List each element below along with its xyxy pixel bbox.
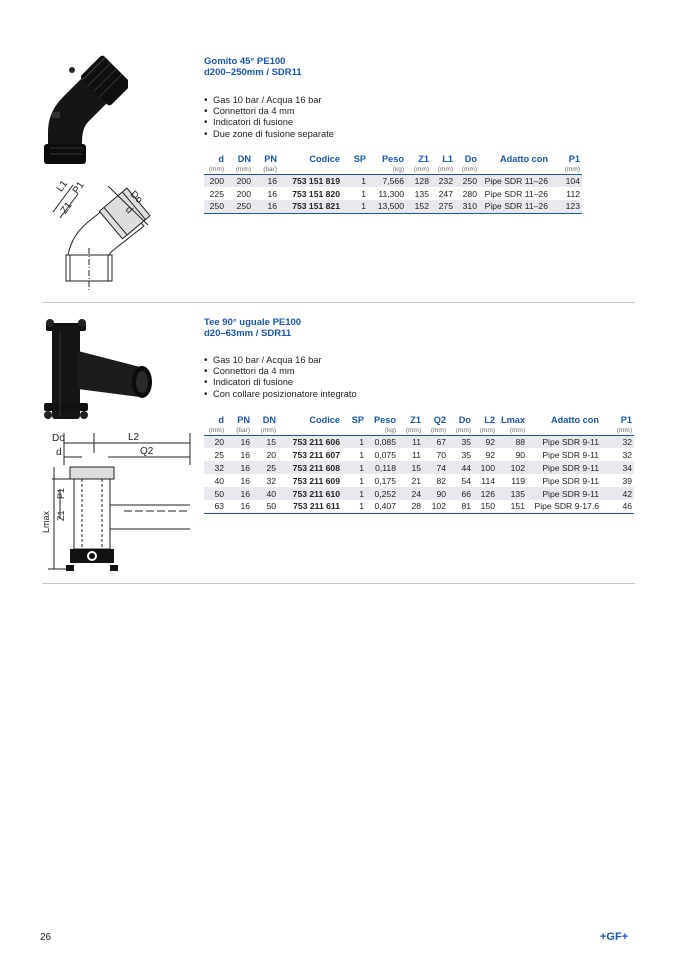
cell: 35 — [461, 449, 471, 460]
feature-item: • Indicatori di fusione — [204, 117, 334, 128]
table-units-row — [204, 165, 582, 174]
cell: 0,118 — [366, 461, 398, 474]
cell: 0,075 — [374, 449, 396, 460]
col-header: Adatto con — [551, 415, 599, 425]
cell: 34 — [601, 461, 634, 474]
cell: 46 — [601, 500, 634, 513]
table-row — [204, 200, 582, 213]
tee-title — [204, 317, 301, 339]
unit-cell: (bar) — [226, 426, 252, 435]
elbow-label-d: d — [123, 204, 135, 217]
tee-spec-table — [204, 414, 634, 514]
cell: 16 — [240, 475, 250, 486]
code-cell: 753 151 821 — [279, 200, 342, 213]
elbow-label-p1: P1 — [70, 179, 87, 197]
cell: Pipe SDR 9-17.6 — [527, 500, 601, 513]
cell: 1 — [342, 461, 366, 474]
cell: 16 — [240, 449, 250, 460]
col-header: DN — [237, 154, 251, 164]
cell: 200 — [236, 188, 251, 199]
cell: 1 — [342, 500, 366, 513]
elbow-technical-drawing — [48, 170, 168, 295]
cell: 1 — [342, 200, 368, 213]
tee-label-p1: P1 — [56, 487, 66, 499]
cell: 1 — [342, 174, 368, 187]
feature-item: • Connettori da 4 mm — [204, 106, 334, 117]
cell: Pipe SDR 9-11 — [542, 449, 599, 460]
cell: 67 — [423, 435, 448, 448]
table-row — [204, 448, 634, 461]
unit-cell: (mm) — [601, 426, 634, 435]
cell: 126 — [473, 487, 497, 500]
elbow-label-l1: L1 — [54, 178, 71, 195]
col-header: Z1 — [410, 415, 421, 425]
elbow-title — [204, 56, 302, 78]
cell: 135 — [497, 487, 527, 500]
product-section-elbow — [0, 0, 691, 300]
unit-cell: (mm) — [406, 165, 431, 174]
cell: 16 — [267, 188, 277, 199]
cell: 0,085 — [366, 435, 398, 448]
cell: 15 — [398, 461, 423, 474]
cell: 200 — [204, 174, 226, 187]
unit-cell — [279, 165, 342, 174]
cell: 250 — [226, 200, 253, 213]
code-cell: 753 211 608 — [278, 461, 342, 474]
table-row — [204, 461, 634, 474]
cell: 35 — [448, 435, 473, 448]
cell: 90 — [515, 449, 525, 460]
code-cell: 753 151 819 — [279, 174, 342, 187]
cell: 11,300 — [378, 188, 404, 199]
cell: Pipe SDR 11–26 — [484, 188, 548, 199]
gf-logo: +GF+ — [600, 931, 629, 943]
feature-item: • Gas 10 bar / Acqua 16 bar — [204, 355, 357, 366]
tee-label-do: Do — [52, 433, 65, 444]
tee-label-d: d — [56, 447, 62, 458]
cell: 39 — [622, 475, 632, 486]
unit-cell: (mm) — [455, 165, 479, 174]
unit-cell: (mm) — [226, 165, 253, 174]
cell: 11 — [412, 449, 421, 460]
col-header: L2 — [484, 415, 495, 425]
unit-cell: (kg) — [368, 165, 406, 174]
cell: 280 — [462, 188, 477, 199]
cell: 151 — [497, 500, 527, 513]
col-header: d — [218, 154, 224, 164]
code-cell: 753 151 820 — [292, 188, 340, 199]
cell: 1 — [359, 449, 364, 460]
cell: 112 — [566, 188, 580, 199]
cell: 74 — [423, 461, 448, 474]
table-header-row — [204, 414, 634, 426]
tee-title-line2: d20–63mm / SDR11 — [204, 328, 292, 339]
cell: Pipe SDR 9-11 — [542, 475, 599, 486]
tee-feature-list — [204, 355, 357, 400]
cell: 102 — [423, 500, 448, 513]
col-header: Lmax — [500, 415, 525, 425]
unit-cell — [342, 426, 366, 435]
table-header-row — [204, 153, 582, 165]
tee-title-line1: Tee 90° uguale PE100 — [204, 317, 302, 328]
cell: 16 — [226, 487, 252, 500]
cell: 0,175 — [374, 475, 396, 486]
elbow-title-line1: Gomito 45° PE100 — [204, 56, 286, 67]
cell: 20 — [204, 435, 226, 448]
cell: Pipe SDR 9-11 — [527, 487, 601, 500]
tee-product-image — [40, 317, 160, 423]
tee-label-lmax: Lmax — [41, 510, 51, 533]
elbow-title-line2: d200–250mm / SDR11 — [204, 67, 302, 78]
elbow-feature-list — [204, 95, 334, 140]
col-header: SP — [351, 415, 364, 425]
elbow-label-z1: Z1 — [58, 200, 75, 217]
cell: 40 — [214, 475, 224, 486]
cell: 24 — [398, 487, 423, 500]
cell: 42 — [601, 487, 634, 500]
unit-cell: (mm) — [204, 426, 226, 435]
cell: 16 — [226, 500, 252, 513]
col-header: PN — [264, 154, 277, 164]
cell: 7,566 — [368, 174, 406, 187]
cell: 275 — [431, 200, 455, 213]
cell: 92 — [485, 449, 495, 460]
cell: 81 — [448, 500, 473, 513]
feature-item: • Connettori da 4 mm — [204, 366, 357, 377]
table-row — [204, 487, 634, 500]
unit-cell: (mm) — [550, 165, 582, 174]
elbow-product-image — [38, 52, 128, 167]
cell: 114 — [481, 475, 495, 486]
unit-cell — [278, 426, 342, 435]
unit-cell: (mm) — [423, 426, 448, 435]
unit-cell: (kg) — [366, 426, 398, 435]
cell: 250 — [204, 200, 226, 213]
cell: 25 — [252, 461, 278, 474]
col-header: PN — [237, 415, 250, 425]
cell: 88 — [497, 435, 527, 448]
cell: 63 — [204, 500, 226, 513]
unit-cell: (mm) — [204, 165, 226, 174]
tee-label-l2: L2 — [128, 432, 140, 443]
cell: 25 — [214, 449, 224, 460]
unit-cell: (mm) — [497, 426, 527, 435]
cell: 135 — [414, 188, 429, 199]
col-header: Adatto con — [500, 154, 548, 164]
table-row — [204, 187, 582, 200]
cell: 32 — [266, 475, 276, 486]
code-cell: 753 211 609 — [292, 475, 340, 486]
cell: 1 — [342, 435, 366, 448]
cell: 16 — [253, 200, 279, 213]
cell: 20 — [266, 449, 276, 460]
feature-item: • Con collare posizionatore integrato — [204, 389, 357, 400]
cell: 102 — [497, 461, 527, 474]
unit-cell: (mm) — [448, 426, 473, 435]
cell: 200 — [226, 174, 253, 187]
cell: Pipe SDR 11–26 — [479, 200, 550, 213]
cell: 0,407 — [366, 500, 398, 513]
cell: 28 — [398, 500, 423, 513]
col-header: Peso — [382, 154, 404, 164]
col-header: Codice — [309, 415, 340, 425]
section-divider — [42, 583, 635, 584]
unit-cell — [479, 165, 550, 174]
col-header: d — [218, 415, 224, 425]
cell: 100 — [473, 461, 497, 474]
cell: 50 — [252, 500, 278, 513]
cell: 54 — [461, 475, 471, 486]
cell: 16 — [253, 174, 279, 187]
cell: 232 — [431, 174, 455, 187]
cell: 150 — [473, 500, 497, 513]
feature-item: • Indicatori di fusione — [204, 377, 357, 388]
cell: 44 — [448, 461, 473, 474]
cell: 92 — [473, 435, 497, 448]
cell: 16 — [226, 461, 252, 474]
page-number: 26 — [40, 932, 52, 943]
cell: 50 — [204, 487, 226, 500]
table-row — [204, 500, 634, 513]
cell: 119 — [511, 475, 525, 486]
feature-item: • Due zone di fusione separate — [204, 129, 334, 140]
cell: 70 — [436, 449, 446, 460]
cell: 82 — [436, 475, 446, 486]
tee-technical-drawing — [40, 429, 200, 579]
col-header: SP — [353, 154, 366, 164]
unit-cell: (mm) — [398, 426, 423, 435]
table-row — [204, 435, 634, 448]
col-header: Do — [458, 415, 471, 425]
cell: Pipe SDR 11–26 — [479, 174, 550, 187]
unit-cell: (bar) — [253, 165, 279, 174]
cell: 1 — [361, 188, 366, 199]
unit-cell: (mm) — [473, 426, 497, 435]
col-header: Do — [464, 154, 477, 164]
col-header: P1 — [568, 154, 580, 164]
cell: 1 — [342, 487, 366, 500]
tee-label-q2: Q2 — [140, 446, 154, 457]
cell: 247 — [438, 188, 453, 199]
cell: Pipe SDR 9-11 — [527, 461, 601, 474]
table-units-row — [204, 426, 634, 435]
cell: 152 — [406, 200, 431, 213]
product-section-tee — [0, 303, 691, 583]
table-row — [204, 474, 634, 487]
cell: 225 — [209, 188, 224, 199]
unit-cell — [527, 426, 601, 435]
cell: 0,252 — [366, 487, 398, 500]
col-header: L1 — [442, 154, 453, 164]
code-cell: 753 211 610 — [278, 487, 342, 500]
col-header: P1 — [620, 415, 632, 425]
cell: 32 — [601, 435, 634, 448]
col-header: Z1 — [418, 154, 429, 164]
cell: 13,500 — [368, 200, 406, 213]
cell: 104 — [550, 174, 582, 187]
code-cell: 753 211 606 — [278, 435, 342, 448]
cell: 15 — [252, 435, 278, 448]
cell: 90 — [423, 487, 448, 500]
elbow-label-do: Do — [127, 188, 145, 206]
tee-label-z1: Z1 — [56, 510, 66, 521]
cell: Pipe SDR 9-11 — [527, 435, 601, 448]
cell: 123 — [550, 200, 582, 213]
col-header: Peso — [374, 415, 396, 425]
unit-cell: (mm) — [431, 165, 455, 174]
cell: 32 — [622, 449, 632, 460]
table-row — [204, 174, 582, 187]
cell: 40 — [252, 487, 278, 500]
col-header: Codice — [309, 154, 340, 164]
cell: 11 — [398, 435, 423, 448]
cell: 21 — [411, 475, 421, 486]
elbow-spec-table — [204, 153, 582, 214]
cell: 16 — [226, 435, 252, 448]
feature-item: • Gas 10 bar / Acqua 16 bar — [204, 95, 334, 106]
cell: 128 — [406, 174, 431, 187]
unit-cell: (mm) — [252, 426, 278, 435]
cell: 310 — [455, 200, 479, 213]
cell: 32 — [204, 461, 226, 474]
cell: 1 — [359, 475, 364, 486]
code-cell: 753 211 611 — [278, 500, 342, 513]
cell: 66 — [448, 487, 473, 500]
col-header: DN — [262, 415, 276, 425]
code-cell: 753 211 607 — [292, 449, 340, 460]
cell: 250 — [455, 174, 479, 187]
col-header: Q2 — [433, 415, 446, 425]
unit-cell — [342, 165, 368, 174]
